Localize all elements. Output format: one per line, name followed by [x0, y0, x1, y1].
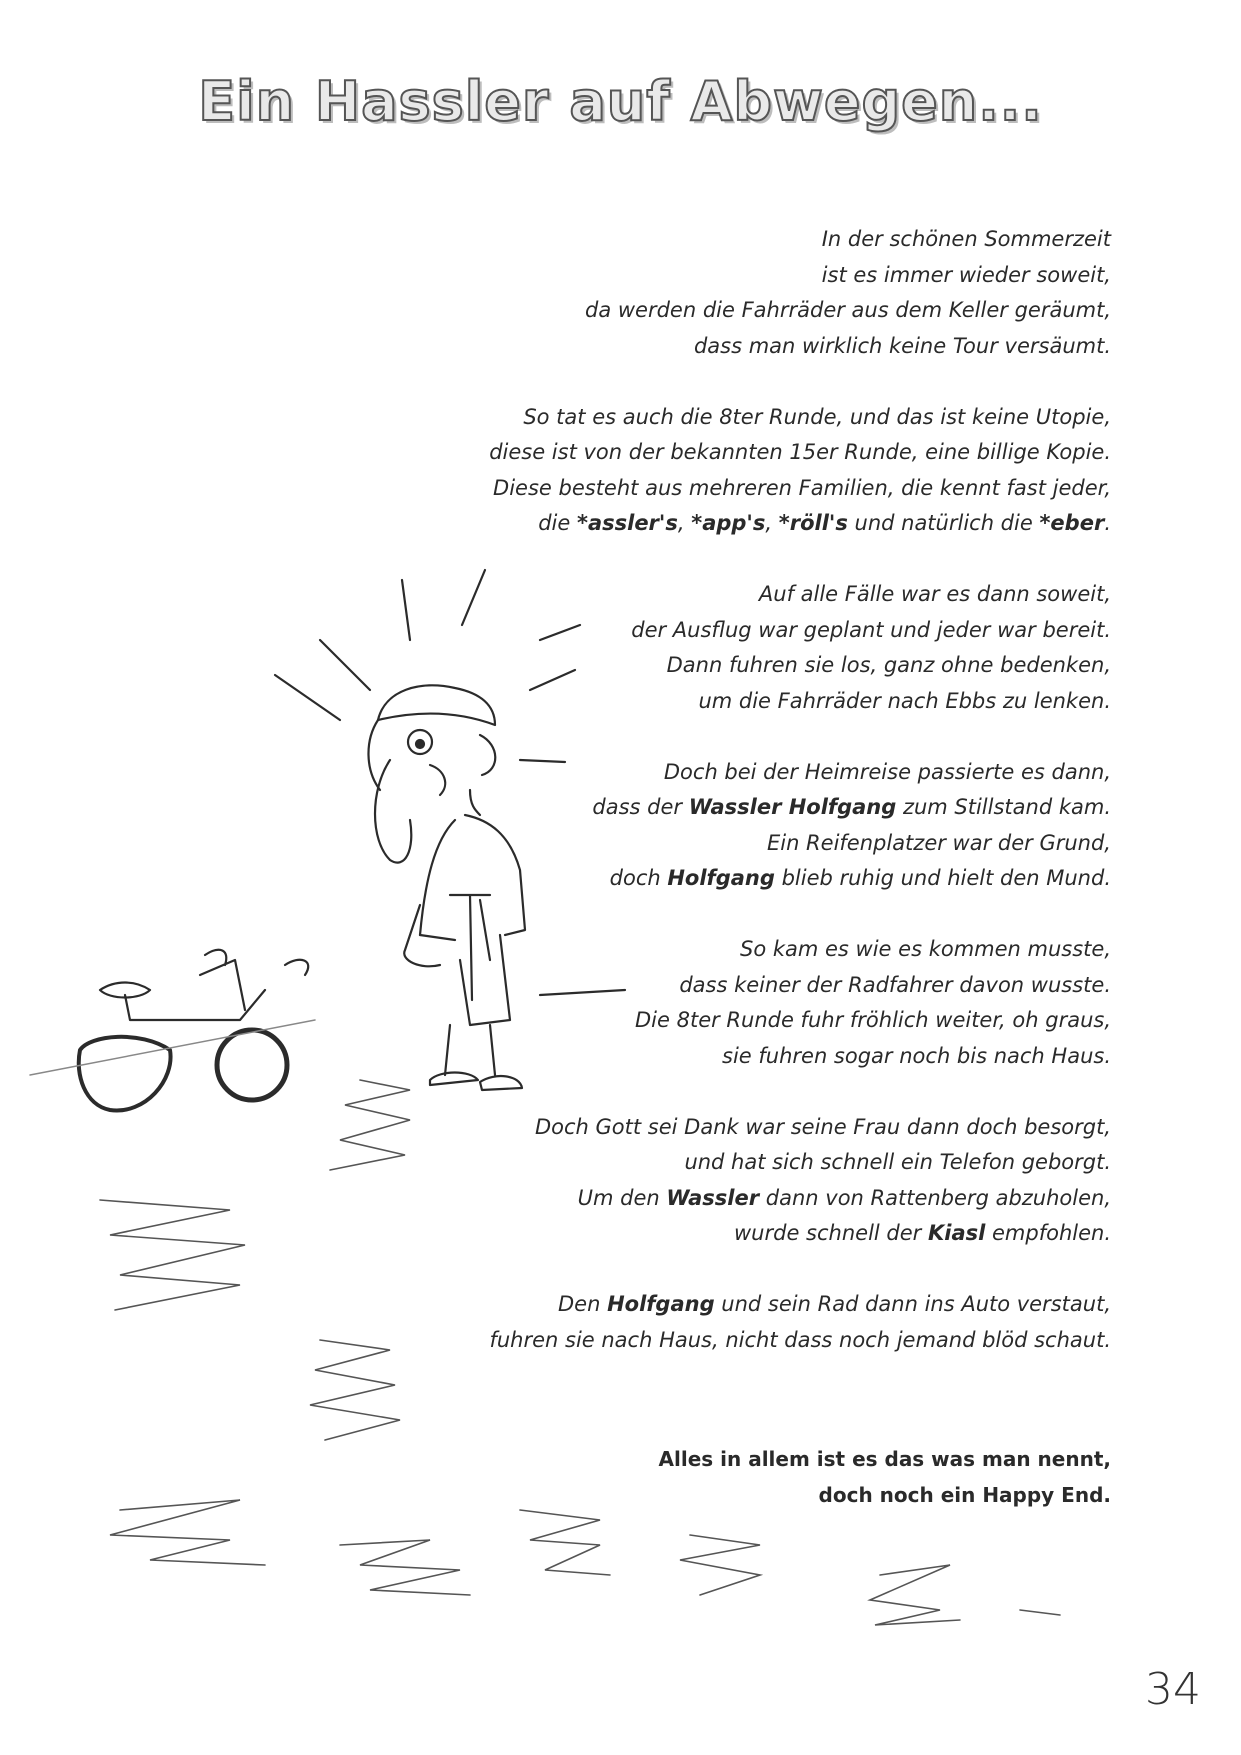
shock-line [530, 670, 575, 690]
page-title: Ein Hassler auf Abwegen... [198, 70, 1043, 133]
shoe [480, 1076, 522, 1090]
poem-line: der Ausflug war geplant und jeder war bereit. [631, 617, 1111, 642]
poem-line: die *assler's, *app's, *röll's und natürlich die *eber. [538, 511, 1111, 535]
pump [450, 895, 490, 1000]
poem-line: dass man wirklich keine Tour versäumt. [693, 333, 1111, 358]
bike-front-wheel [217, 1030, 287, 1100]
poem-line: So tat es auch die 8ter Runde, und das ist keine Utopie, [523, 404, 1111, 429]
shock-line [520, 760, 565, 762]
shock-line [320, 640, 370, 690]
poem-line: wurde schnell der Kiasl empfohlen. [734, 1221, 1111, 1245]
poem-line: da werden die Fahrräder aus dem Keller geräumt, [585, 298, 1111, 322]
poem-line: doch Holfgang blieb ruhig und hielt den Mund. [609, 866, 1111, 890]
motion-line [540, 990, 625, 995]
mouth [430, 765, 445, 795]
cap-shape [378, 685, 495, 725]
shoe [430, 1073, 478, 1086]
ear [480, 735, 495, 775]
shock-line [462, 570, 485, 625]
closing-line: Alles in allem ist es das was man nennt, [658, 1447, 1111, 1471]
bike-handlebar [200, 950, 245, 1010]
shirt [465, 815, 525, 935]
shock-line [275, 675, 340, 720]
legs [445, 1025, 495, 1075]
bike-rear-wheel-flat [79, 1037, 171, 1111]
ground-scribbles [100, 1080, 1060, 1625]
poem-line: Um den Wassler dann von Rattenberg abzuholen, [577, 1185, 1111, 1210]
arm [480, 900, 490, 960]
poem-line: Dann fuhren sie los, ganz ohne bedenken, [666, 653, 1111, 677]
poem-line: diese ist von der bekannten 15er Runde, eine billige Kopie. [489, 440, 1111, 464]
shock-line [402, 580, 410, 640]
poem-line: So kam es wie es kommen musste, [740, 937, 1111, 961]
poem-line: fuhren sie nach Haus, nicht dass noch jemand blöd schaut. [489, 1327, 1111, 1352]
poem-line: Den Holfgang und sein Rad dann ins Auto verstaut, [558, 1292, 1111, 1316]
shock-line [540, 625, 580, 640]
poem-line: dass keiner der Radfahrer davon wusste. [679, 972, 1111, 997]
closing-line: doch noch ein Happy End. [818, 1482, 1111, 1507]
page-number: 34 [1145, 1664, 1201, 1715]
poem-line: Diese besteht aus mehreren Familien, die kennt fast jeder, [493, 475, 1111, 500]
poem-line: dass der Wassler Holfgang zum Stillstand kam. [592, 795, 1111, 819]
poem-line: Die 8ter Runde fuhr fröhlich weiter, oh graus, [635, 1008, 1111, 1032]
poem-line: ist es immer wieder soweit, [821, 262, 1111, 287]
poem-line: Doch Gott sei Dank war seine Frau dann doch besorgt, [534, 1114, 1111, 1139]
nose-shape [375, 760, 411, 863]
poem-line: In der schönen Sommerzeit [821, 227, 1111, 251]
poem-line: Ein Reifenplatzer war der Grund, [766, 830, 1111, 855]
poem-line: Doch bei der Heimreise passierte es dann, [663, 759, 1111, 784]
poem-line: um die Fahrräder nach Ebbs zu lenken. [698, 688, 1111, 713]
poem-line: sie fuhren sogar noch bis nach Haus. [722, 1043, 1111, 1068]
poem-line: Auf alle Fälle war es dann soweit, [758, 582, 1111, 606]
poem-line: und hat sich schnell ein Telefon geborgt. [684, 1150, 1111, 1174]
